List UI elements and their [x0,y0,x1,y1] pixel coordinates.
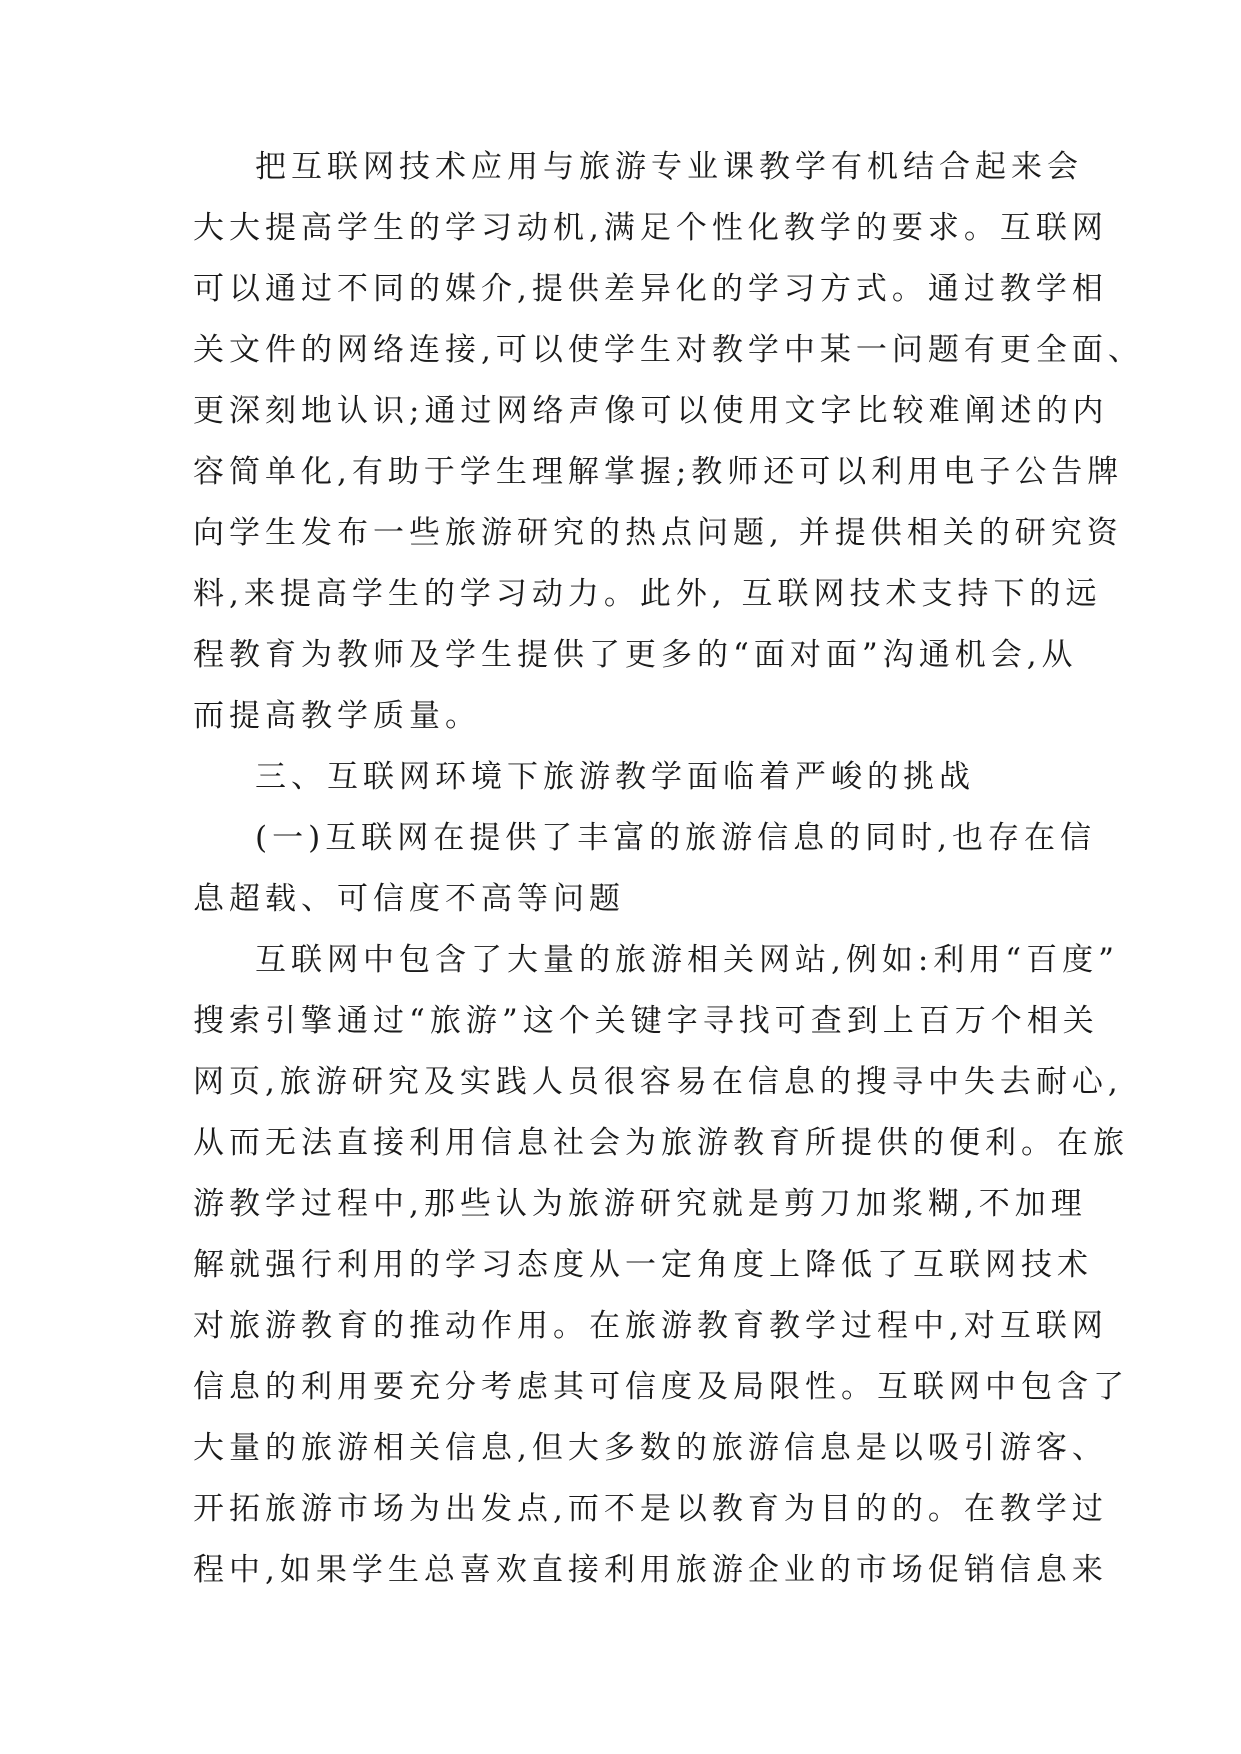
paragraph-line: 更深刻地认识;通过网络声像可以使用文字比较难阐述的内 [193,393,1109,429]
paragraph-line: 而提高教学质量。 [193,698,481,734]
paragraph-line: 信息的利用要充分考虑其可信度及局限性。互联网中包含了 [193,1369,1129,1405]
subsection-heading: (一)互联网在提供了丰富的旅游信息的同时,也存在信 [255,820,1097,856]
section-heading: 三、互联网环境下旅游教学面临着严峻的挑战 [255,759,975,795]
paragraph-line: 网页,旅游研究及实践人员很容易在信息的搜寻中失去耐心, [193,1064,1123,1100]
paragraph-line: 开拓旅游市场为出发点,而不是以教育为目的的。在教学过 [193,1491,1108,1527]
paragraph-line: 程中,如果学生总喜欢直接利用旅游企业的市场促销信息来 [193,1552,1108,1588]
paragraph-line: 程教育为教师及学生提供了更多的“面对面”沟通机会,从 [193,637,1078,673]
paragraph-line: 解就强行利用的学习态度从一定角度上降低了互联网技术 [193,1247,1093,1283]
paragraph-line: 对旅游教育的推动作用。在旅游教育教学过程中,对互联网 [193,1308,1108,1344]
paragraph-line: 游教学过程中,那些认为旅游研究就是剪刀加浆糊,不加理 [193,1186,1087,1222]
paragraph-line: 料,来提高学生的学习动力。此外, 互联网技术支持下的远 [193,576,1102,612]
paragraph-line: 大大提高学生的学习动机,满足个性化教学的要求。互联网 [193,210,1108,246]
paragraph-line: 容简单化,有助于学生理解掌握;教师还可以利用电子公告牌 [193,454,1124,490]
paragraph-line: 搜索引擎通过“旅游”这个关键字寻找可查到上百万个相关 [193,1003,1099,1039]
paragraph-line: 把互联网技术应用与旅游专业课教学有机结合起来会 [255,149,1083,185]
paragraph-line: 从而无法直接利用信息社会为旅游教育所提供的便利。在旅 [193,1125,1129,1161]
paragraph-line: 互联网中包含了大量的旅游相关网站,例如:利用“百度” [255,942,1119,978]
paragraph-line: 关文件的网络连接,可以使学生对教学中某一问题有更全面、 [193,332,1144,368]
paragraph-line: 大量的旅游相关信息,但大多数的旅游信息是以吸引游客、 [193,1430,1108,1466]
paragraph-line: 可以通过不同的媒介,提供差异化的学习方式。通过教学相 [193,271,1108,307]
subsection-heading-continuation: 息超载、可信度不高等问题 [193,881,625,917]
paragraph-line: 向学生发布一些旅游研究的热点问题, 并提供相关的研究资 [193,515,1123,551]
